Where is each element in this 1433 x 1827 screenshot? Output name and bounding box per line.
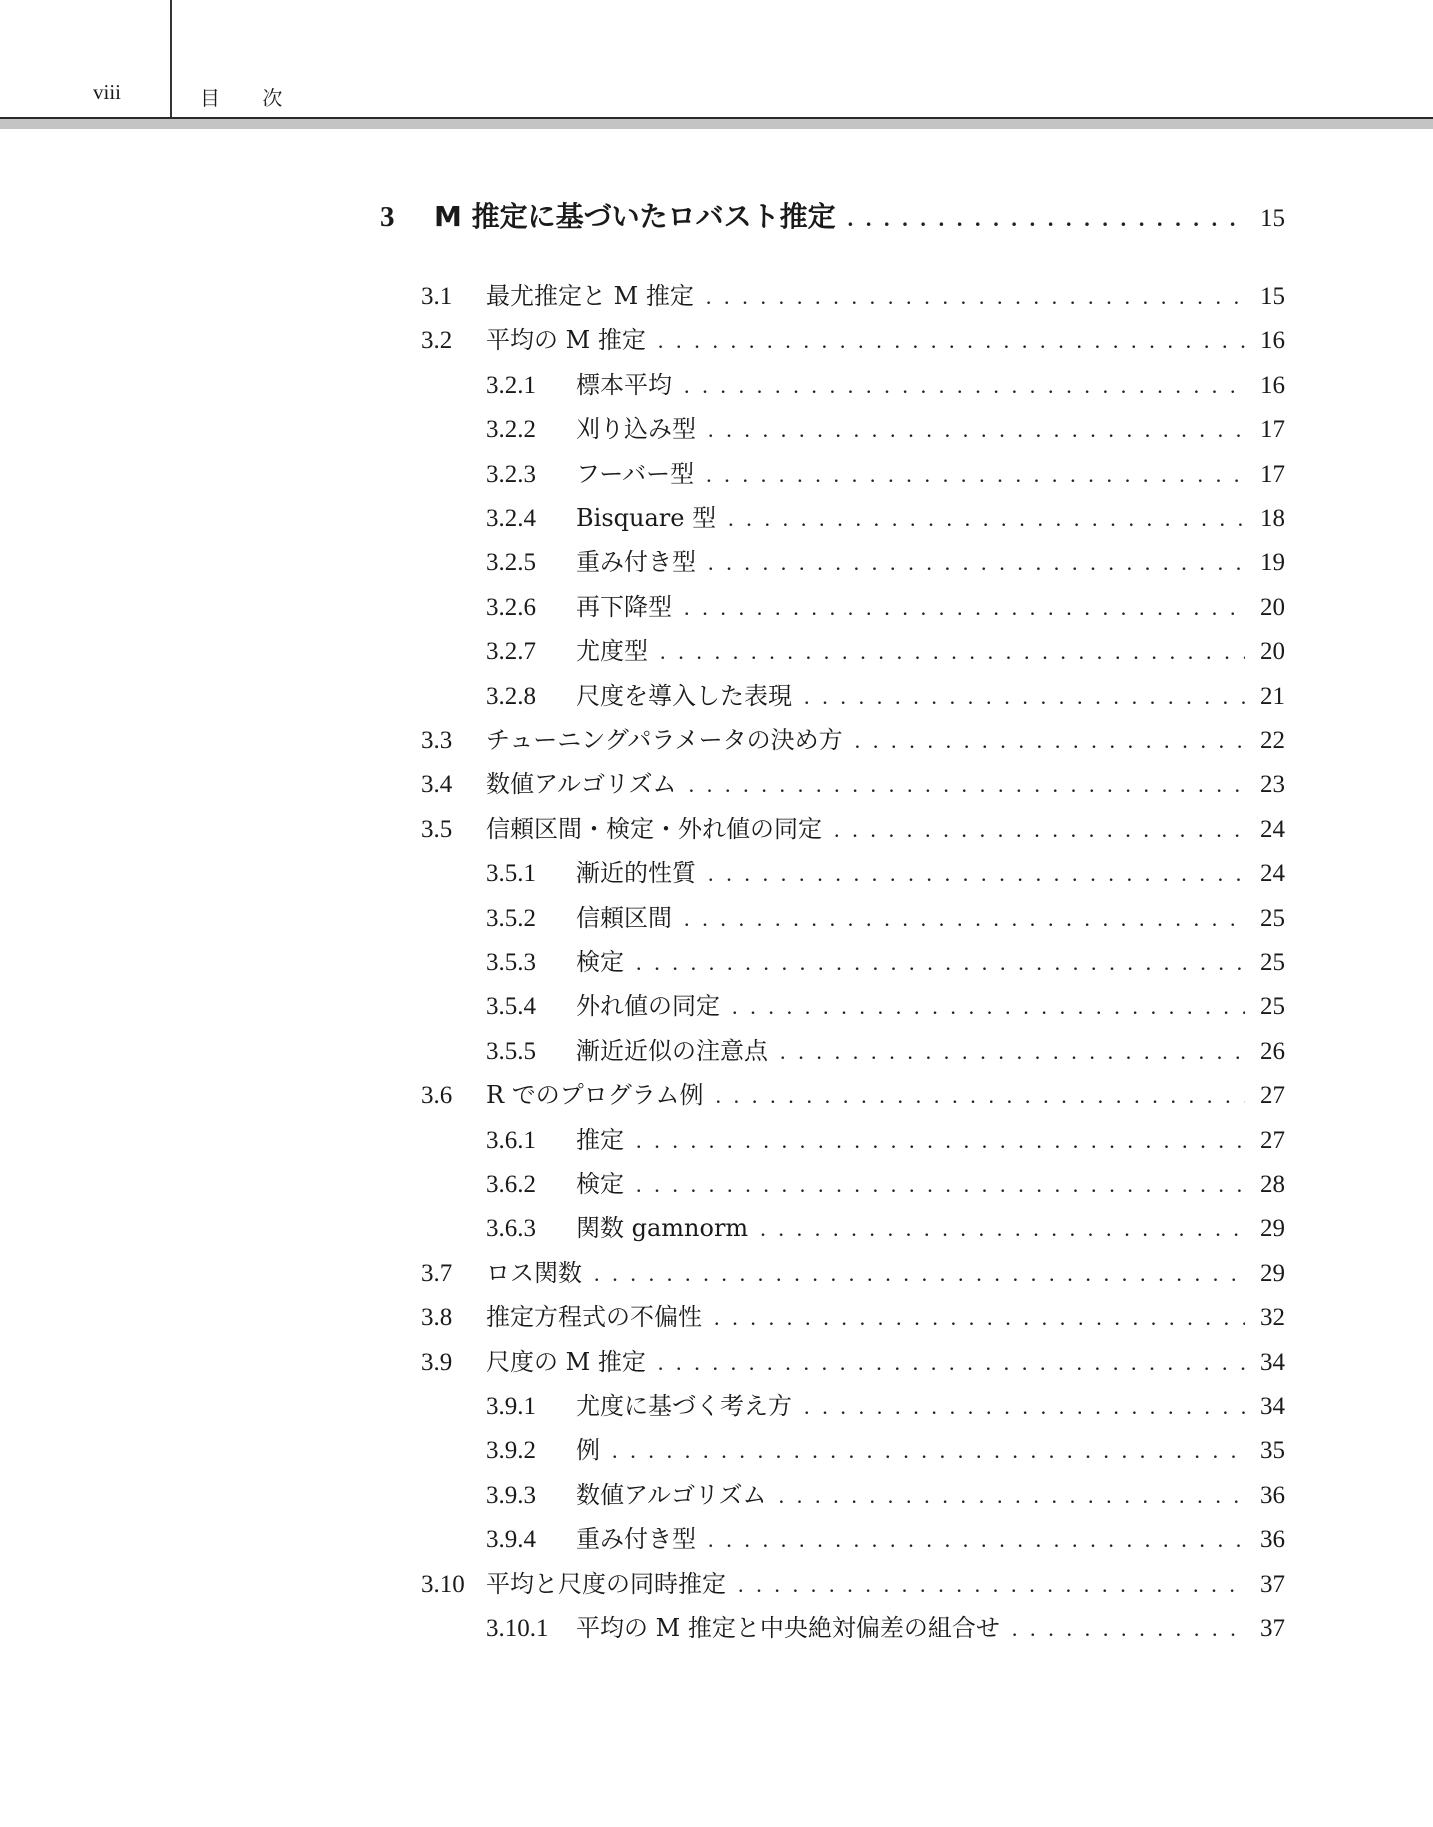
entry-title: 尤度に基づく考え方 [576, 1392, 792, 1420]
toc-subsection-entry [486, 368, 1285, 402]
leader-dots [834, 813, 1245, 847]
toc-subsection-entry [486, 1389, 1285, 1423]
entry-page: 35 [1260, 1437, 1285, 1465]
entry-number: 3.6.3 [486, 1215, 536, 1243]
leader-dots [715, 1079, 1245, 1113]
entry-title: 数値アルゴリズム [486, 770, 677, 799]
toc-subsection-entry [486, 856, 1285, 890]
entry-number: 3.2 [421, 327, 453, 355]
entry-number: 3.2.2 [486, 416, 536, 444]
entry-page: 20 [1260, 593, 1285, 621]
entry-page: 20 [1260, 638, 1285, 666]
entry-number: 3.6.1 [486, 1126, 536, 1154]
leader-dots [1012, 1612, 1245, 1646]
entry-number: 3.10 [421, 1570, 465, 1598]
entry-title: 外れ値の同定 [576, 992, 720, 1021]
leader-dots [684, 369, 1245, 403]
leader-dots [708, 546, 1245, 580]
toc-section-entry [421, 323, 1285, 357]
entry-page: 17 [1260, 460, 1285, 488]
leader-dots [636, 1168, 1245, 1202]
entry-title: R でのプログラム例 [486, 1081, 704, 1110]
entry-page: 26 [1260, 1037, 1285, 1065]
leader-dots [689, 768, 1245, 802]
entry-page: 21 [1260, 682, 1285, 710]
entry-number: 3.10.1 [486, 1615, 549, 1642]
leader-dots [684, 591, 1245, 625]
entry-title: 漸近近似の注意点 [576, 1036, 768, 1065]
leader-dots [804, 1390, 1245, 1424]
leader-dots [658, 1346, 1245, 1380]
toc-subsection-entry [486, 1123, 1285, 1157]
entry-number: 3.9.1 [486, 1393, 536, 1420]
entry-page: 24 [1260, 860, 1285, 888]
entry-number: 3.9.4 [486, 1526, 536, 1554]
entry-number: 3.5.3 [486, 949, 536, 976]
leader-dots [779, 1479, 1245, 1513]
toc-subsection-entry [486, 1522, 1285, 1556]
leader-dots [636, 1124, 1245, 1158]
entry-title: 推定方程式の不偏性 [486, 1303, 702, 1332]
entry-page: 17 [1260, 416, 1285, 444]
toc-subsection-entry [486, 457, 1285, 491]
entry-page: 25 [1260, 993, 1285, 1021]
leader-dots [855, 724, 1245, 758]
toc-section-entry [421, 1078, 1285, 1112]
entry-page: 24 [1260, 815, 1285, 843]
entry-number: 3.2.3 [486, 460, 536, 488]
toc-subsection-entry [486, 679, 1285, 713]
toc-subsection-entry [486, 1611, 1285, 1645]
leader-dots [760, 1212, 1245, 1246]
leader-dots [732, 990, 1245, 1024]
entry-number: 3.2.7 [486, 638, 536, 666]
leader-dots [728, 502, 1245, 536]
entry-title: 再下降型 [576, 592, 672, 621]
entry-page: 37 [1260, 1615, 1285, 1642]
entry-number: 3.7 [421, 1259, 453, 1287]
entry-title: 数値アルゴリズム [576, 1480, 767, 1509]
toc-section-entry [421, 1345, 1285, 1379]
entry-number: 3.9 [421, 1348, 453, 1376]
toc-subsection-entry [486, 590, 1285, 624]
toc-subsection-entry [486, 1167, 1285, 1201]
entry-page: 25 [1260, 949, 1285, 976]
entry-page: 29 [1260, 1215, 1285, 1243]
entry-number: 3.4 [421, 771, 453, 799]
leader-dots [708, 857, 1245, 891]
entry-page: 22 [1260, 727, 1285, 754]
entry-title: Bisquare 型 [576, 504, 717, 532]
entry-page: 34 [1260, 1393, 1285, 1420]
entry-number: 3.6 [421, 1082, 453, 1110]
leader-dots [804, 680, 1245, 714]
entry-page: 32 [1260, 1304, 1285, 1332]
entry-title: 信頼区間・検定・外れ値の同定 [486, 814, 822, 843]
entry-title: 重み付き型 [576, 548, 696, 577]
entry-page: 23 [1260, 771, 1285, 799]
chapter-number: 3 [380, 201, 395, 233]
entry-page: 37 [1260, 1570, 1285, 1598]
entry-page: 25 [1260, 904, 1285, 932]
entry-page: 16 [1260, 371, 1285, 399]
entry-title: 信頼区間 [576, 903, 672, 932]
entry-number: 3.2.4 [486, 505, 536, 532]
entry-title: 関数 gamnorm [576, 1214, 749, 1243]
leader-dots [684, 902, 1245, 936]
chapter-title: M 推定に基づいたロバスト推定 [434, 200, 836, 233]
leader-dots [780, 1035, 1245, 1069]
entry-title: 尺度を導入した表現 [576, 681, 792, 710]
entry-page: 27 [1260, 1126, 1285, 1154]
entry-title: 刈り込み型 [576, 415, 696, 444]
entry-number: 3.1 [421, 283, 453, 310]
toc-subsection-entry [486, 1478, 1285, 1512]
entry-number: 3.5.1 [486, 860, 536, 888]
entry-number: 3.9.3 [486, 1481, 536, 1509]
entry-number: 3.5 [421, 815, 453, 843]
leader-dots [636, 946, 1245, 980]
toc-subsection-entry [486, 545, 1285, 579]
toc-section-entry [421, 812, 1285, 846]
entry-title: チューニングパラメータの決め方 [486, 726, 843, 754]
entry-title: ロス関数 [486, 1258, 582, 1287]
leader-dots [708, 413, 1245, 447]
entry-page: 18 [1260, 505, 1285, 532]
toc-subsection-entry [486, 634, 1285, 668]
toc-subsection-entry [486, 945, 1285, 979]
entry-number: 3.5.5 [486, 1037, 536, 1065]
entry-number: 3.2.1 [486, 371, 536, 399]
entry-number: 3.3 [421, 727, 453, 754]
entry-title: 検定 [576, 948, 624, 976]
toc-section-entry [421, 279, 1285, 313]
toc-section-entry [421, 1567, 1285, 1601]
entry-number: 3.2.8 [486, 682, 536, 710]
entry-page: 28 [1260, 1171, 1285, 1198]
entry-page: 27 [1260, 1082, 1285, 1110]
page-number: viii [93, 80, 122, 104]
leader-dots [658, 324, 1245, 358]
toc-section-entry [421, 723, 1285, 757]
entry-number: 3.5.2 [486, 904, 536, 932]
entry-title: 標本平均 [576, 370, 672, 399]
header-title: 目 次 [200, 86, 301, 110]
leader-dots [848, 197, 1245, 241]
header-shade-band [0, 119, 1433, 129]
leader-dots [738, 1568, 1245, 1602]
leader-dots [706, 280, 1245, 314]
entry-page: 34 [1260, 1348, 1285, 1376]
toc-section-entry [421, 1300, 1285, 1334]
toc-subsection-entry [486, 412, 1285, 446]
entry-title: 尺度の M 推定 [486, 1347, 646, 1376]
entry-number: 3.8 [421, 1304, 453, 1332]
running-header [0, 0, 1433, 130]
entry-number: 3.2.6 [486, 593, 536, 621]
entry-title: 例 [576, 1436, 600, 1465]
toc-subsection-entry [486, 501, 1285, 535]
entry-title: 尤度型 [576, 637, 648, 666]
toc-subsection-entry [486, 901, 1285, 935]
leader-dots [594, 1257, 1245, 1291]
entry-title: フーバー型 [576, 459, 695, 488]
entry-title: 推定 [576, 1125, 624, 1154]
leader-dots [660, 635, 1245, 669]
entry-page: 36 [1260, 1526, 1285, 1554]
toc-section-entry [421, 767, 1285, 801]
toc-subsection-entry [486, 989, 1285, 1023]
leader-dots [708, 1523, 1245, 1557]
entry-number: 3.2.5 [486, 549, 536, 577]
toc-section-entry [421, 1256, 1285, 1290]
toc-subsection-entry [486, 1211, 1285, 1245]
chapter-page: 15 [1260, 205, 1285, 232]
entry-title: 平均の M 推定 [486, 326, 646, 355]
leader-dots [706, 458, 1245, 492]
entry-number: 3.9.2 [486, 1437, 536, 1465]
entry-number: 3.6.2 [486, 1171, 536, 1198]
entry-number: 3.5.4 [486, 993, 536, 1021]
entry-page: 15 [1260, 283, 1285, 310]
entry-page: 16 [1260, 327, 1285, 355]
entry-page: 36 [1260, 1481, 1285, 1509]
leader-dots [612, 1434, 1245, 1468]
entry-title: 平均の M 推定と中央絶対偏差の組合せ [576, 1614, 1000, 1642]
entry-title: 漸近的性質 [576, 859, 696, 888]
entry-title: 最尤推定と M 推定 [486, 282, 694, 310]
entry-title: 重み付き型 [576, 1525, 696, 1554]
leader-dots [714, 1301, 1245, 1335]
header-divider-vertical [170, 0, 172, 118]
entry-title: 平均と尺度の同時推定 [486, 1569, 726, 1598]
toc-chapter-entry [380, 195, 1285, 239]
entry-title: 検定 [576, 1170, 624, 1198]
toc-subsection-entry [486, 1034, 1285, 1068]
entry-page: 29 [1260, 1259, 1285, 1287]
entry-page: 19 [1260, 549, 1285, 577]
toc-subsection-entry [486, 1433, 1285, 1467]
